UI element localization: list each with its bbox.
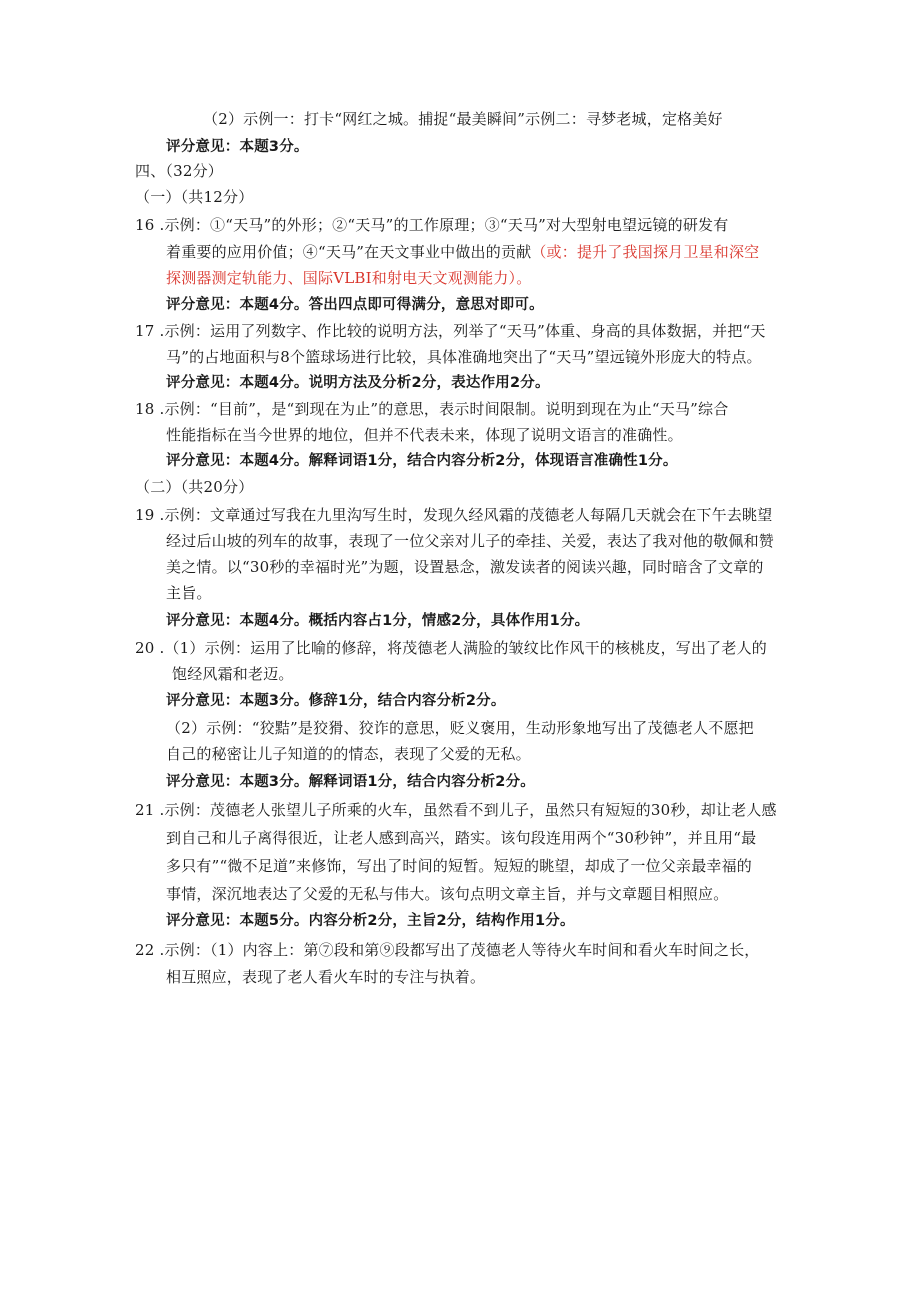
scoring-note-16: 评分意见：本题4分。答出四点即可得满分，意思对即可。 [166,297,544,313]
item-16-answer-line2 [166,242,759,262]
item-16-answer-line1: 16 .示例：①“天马”的外形；②“天马”的工作原理；③“天马”对大型射电望远镜的研发有 [135,216,729,234]
item-21-answer-line2: 到自己和儿子离得很近，让老人感到高兴，踏实。该句段连用两个“30秒钟”，并且用“最 [166,829,757,847]
scoring-note-15: 评分意见：本题3分。 [166,139,309,155]
item-18-answer-line1: 18 .示例：“目前”，是“到现在为止”的意思，表示时间限制。说明到现在为止“天马”综合 [135,400,729,418]
section-four-heading: 四、（32分） [135,162,223,180]
scoring-note-20-1: 评分意见：本题3分。修辞1分，结合内容分析2分。 [166,693,506,709]
item-17-answer-line1: 17 .示例：运用了列数字、作比较的说明方法，列举了“天马”体重、身高的具体数据，并把“天 [135,322,766,340]
item-18-answer-line2: 性能指标在当今世界的地位，但并不代表未来，体现了说明文语言的准确性。 [166,426,683,444]
item-21-answer-line4: 事情，深沉地表达了父爱的无私与伟大。该句点明文章主旨，并与文章题目相照应。 [166,885,729,903]
item-20-1-answer-line2: 饱经风霜和老迈。 [172,665,294,683]
item-15-2-answer: （2）示例一：打卡“网红之城。捕捉“最美瞬间”示例二：寻梦老城，定格美好 [203,110,723,128]
scoring-note-19: 评分意见：本题4分。概括内容占1分，情感2分，具体作用1分。 [166,613,590,629]
item-21-answer-line3: 多只有”“微不足道”来修饰，写出了时间的短暂。短短的眺望，却成了一位父亲最幸福的 [166,857,753,875]
item-20-2-answer-line2: 自己的秘密让儿子知道的的情态，表现了父爱的无私。 [166,745,531,763]
scoring-note-20-2: 评分意见：本题3分。解释词语1分，结合内容分析2分。 [166,774,535,790]
item-16-alternative-answer: （或：提升了我国探月卫星和深空 [531,243,760,261]
item-16-answer-text: 着重要的应用价值；④“天马”在天文事业中做出的贡献 [166,243,532,261]
item-21-answer-line1: 21 .示例：茂德老人张望儿子所乘的火车，虽然看不到儿子，虽然只有短短的30秒，却让老人感 [135,801,777,819]
subsection-one-heading: （一）（共12分） [135,188,254,206]
item-22-answer-line2: 相互照应，表现了老人看火车时的专注与执着。 [166,968,486,986]
item-20-1-answer-line1: 20 .（1）示例：运用了比喻的修辞，将茂德老人满脸的皱纹比作风干的核桃皮，写出了老人的 [135,639,767,657]
scoring-note-21: 评分意见：本题5分。内容分析2分，主旨2分，结构作用1分。 [166,913,575,929]
item-19-answer-line4: 主旨。 [166,584,212,602]
item-19-answer-line2: 经过后山坡的列车的故事，表现了一位父亲对儿子的牵挂、关爱，表达了我对他的敬佩和赞 [166,532,775,550]
item-19-answer-line1: 19 .示例：文章通过写我在九里沟写生时，发现久经风霜的茂德老人每隔几天就会在下午去眺望 [135,506,773,524]
scoring-note-18: 评分意见：本题4分。解释词语1分，结合内容分析2分，体现语言准确性1分。 [166,453,678,469]
item-16-alternative-answer-cont: 探测器测定轨能力、国际VLBI和射电天文观测能力）。 [166,269,532,287]
item-19-answer-line3: 美之情。以“30秒的幸福时光”为题，设置悬念，激发读者的阅读兴趣，同时暗含了文章的 [166,558,764,576]
subsection-two-heading: （二）（共20分） [135,478,254,496]
item-20-2-answer-line1: （2）示例：“狡黠”是狡猾、狡诈的意思，贬义褒用，生动形象地写出了茂德老人不愿把 [166,719,754,737]
item-22-answer-line1: 22 .示例：（1）内容上：第⑦段和第⑨段都写出了茂德老人等待火车时间和看火车时间之长， [135,941,760,959]
item-17-answer-line2: 马”的占地面积与8个篮球场进行比较，具体准确地突出了“天马”望远镜外形庞大的特点。 [166,348,762,366]
scoring-note-17: 评分意见：本题4分。说明方法及分析2分，表达作用2分。 [166,375,550,391]
